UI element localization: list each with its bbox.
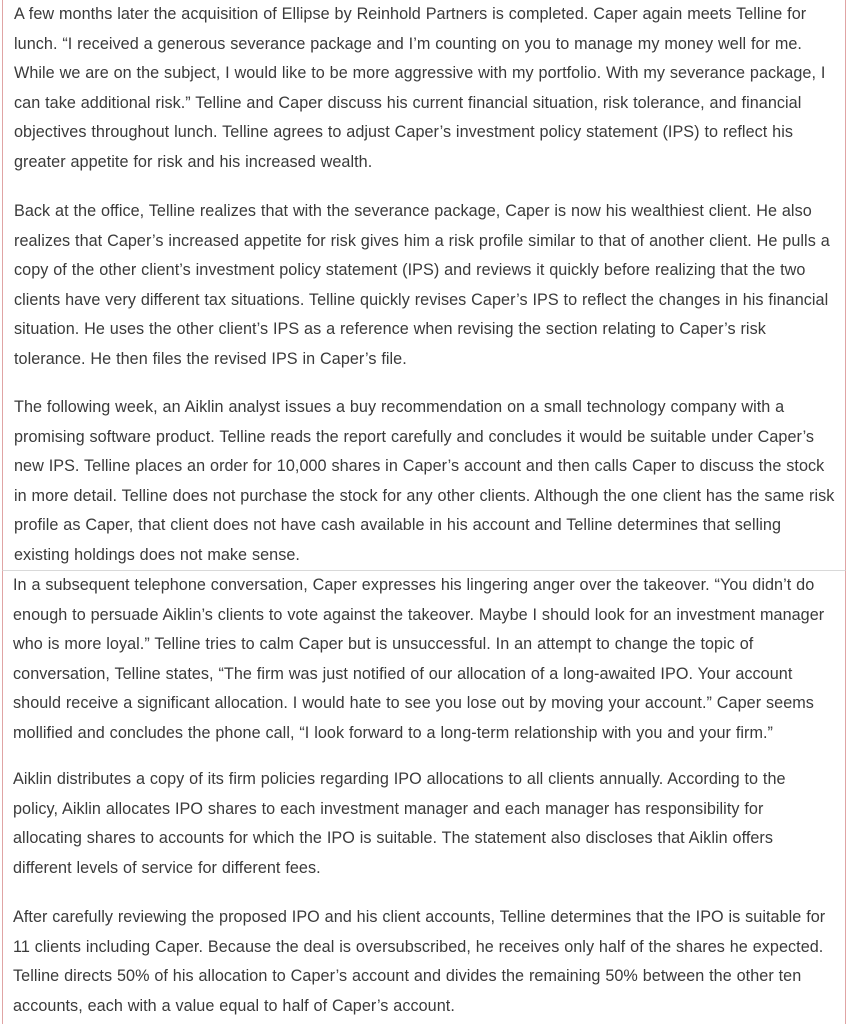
paragraph-telephone-conversation: In a subsequent telephone conversation, Caper expresses his lingering anger over the takeover. “You didn’t do enough to persuade Aiklin’s clients to vote against the takeover. Maybe I should look for an investment manager who is more loyal.” Telline tries to calm Caper but is unsuccessful. In an attempt to change the topic of conversation, Telline states, “The firm was just notified of our allocation of a long-awaited IPO. Your account should receive a significant allocation. I would hate to see you lose out by moving your account.” Caper seems mollified and concludes the phone call, “I look forward to a long-term relationship with you and your firm.” bbox=[13, 576, 825, 742]
paragraph-ipo-policy: Aiklin distributes a copy of its firm policies regarding IPO allocations to all clients annually. According to the policy, Aiklin allocates IPO shares to each investment manager and each manager has responsibility for allocating shares to accounts for which the IPO is suitable. The statement also discloses that Aiklin offers different levels of service for different fees. bbox=[13, 770, 786, 877]
paragraph-ipo-allocation: After carefully reviewing the proposed IPO and his client accounts, Telline determines that the IPO is suitable for 11 clients including Caper. Because the deal is oversubscribed, he receives only half of the shares he expected. Telline directs 50% of his allocation to Caper’s account and divides the remaining 50% between the other ten accounts, each with a value equal to half of Caper’s account. bbox=[13, 908, 826, 1015]
document-panel-top bbox=[2, 0, 846, 570]
paragraph-acquisition-lunch: A few months later the acquisition of Ellipse by Reinhold Partners is completed. Caper again meets Telline for lunch. “I received a generous severance package and I’m counting on you to manage my money well for me. While we are on the subject, I would like to be more aggressive with my portfolio. With my severance package, I can take additional risk.” Telline and Caper discuss his current financial situation, risk tolerance, and financial objectives throughout lunch. Telline agrees to adjust Caper’s investment policy statement (IPS) to reflect his greater appetite for risk and his increased wealth. bbox=[14, 5, 826, 171]
paragraph-ips-revision: Back at the office, Telline realizes that with the severance package, Caper is now his wealthiest client. He also realizes that Caper’s increased appetite for risk gives him a risk profile similar to that of another client. He pulls a copy of the other client’s investment policy statement (IPS) and reviews it quickly before realizing that the two clients have very different tax situations. Telline quickly revises Caper’s IPS to reflect the changes in his financial situation. He uses the other client’s IPS as a reference when revising the section relating to Caper’s risk tolerance. He then files the revised IPS in Caper’s file. bbox=[14, 202, 830, 368]
document-panel-bottom bbox=[2, 570, 846, 1024]
paragraph-buy-recommendation: The following week, an Aiklin analyst issues a buy recommendation on a small technology company with a promising software product. Telline reads the report carefully and concludes it would be suitable under Caper’s new IPS. Telline places an order for 10,000 shares in Caper’s account and then calls Caper to discuss the stock in more detail. Telline does not purchase the stock for any other clients. Although the one client has the same risk profile as Caper, that client does not have cash available in his account and Telline determines that selling existing holdings does not make sense. bbox=[14, 398, 835, 564]
